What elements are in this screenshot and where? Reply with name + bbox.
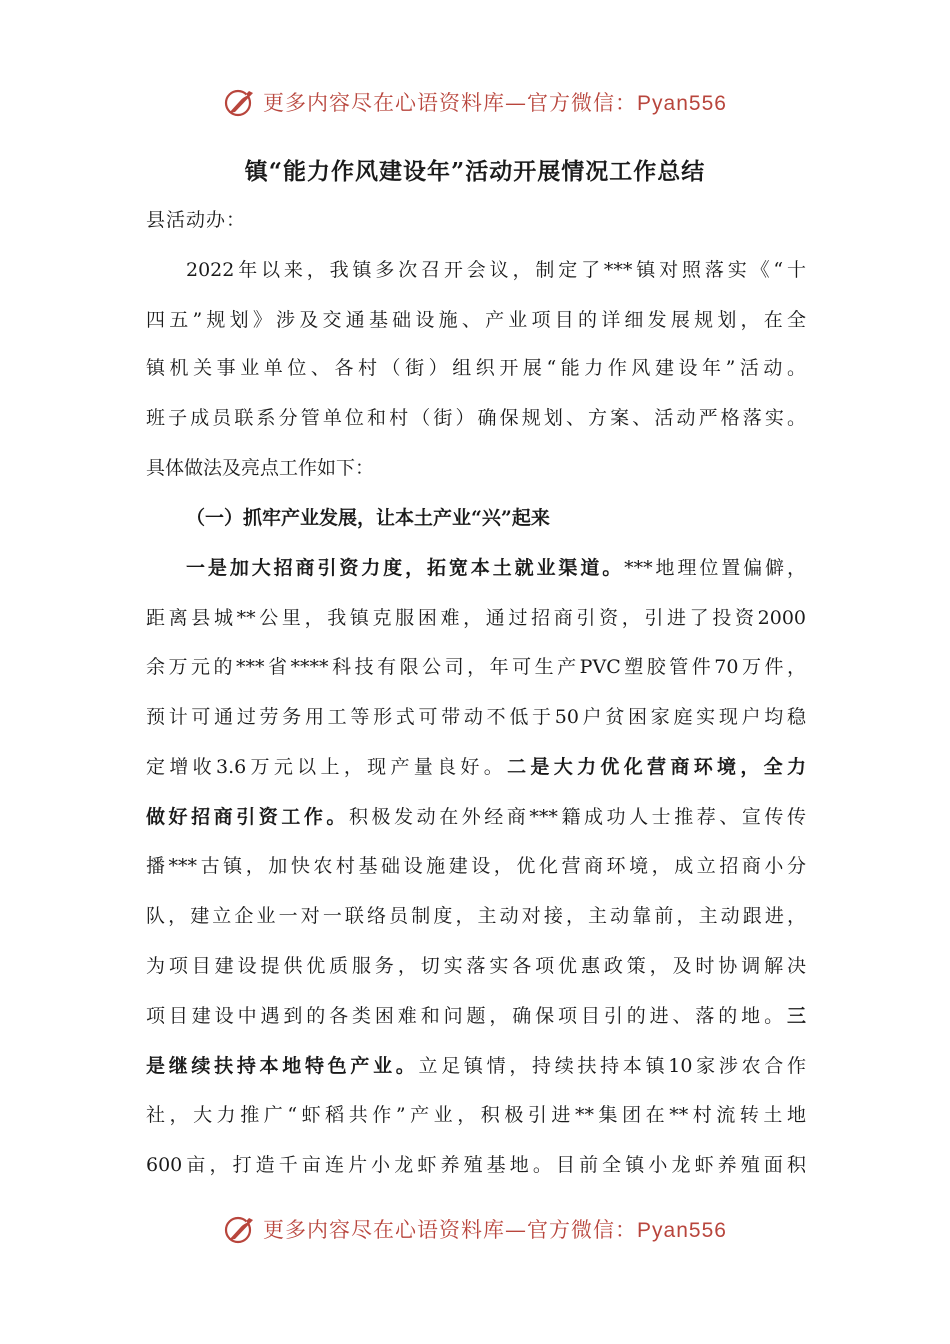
bold-lead: 三 [786,1005,806,1027]
paragraph-line: 600亩，打造千亩连片小龙虾养殖基地。目前全镇小龙虾养殖面积 [146,1154,806,1176]
paragraph-line: 预计可通过劳务用工等形式可带动不低于50户贫困家庭实现户均稳 [146,706,806,728]
bold-lead: 做好招商引资工作。 [146,806,349,828]
paragraph-line: 是继续扶持本地特色产业。立足镇情，持续扶持本镇10家涉农合作 [146,1055,806,1077]
watermark-text: 更多内容尽在心语资料库—官方微信：Pyan556 [263,1218,727,1242]
paragraph-line: 项目建设中遇到的各类困难和问题，确保项目引的进、落的地。三 [146,1005,806,1027]
salutation: 县活动办： [146,209,247,231]
wechat-id: Pyan556 [637,1219,727,1242]
paragraph-line: 班子成员联系分管单位和村（街）确保规划、方案、活动严格落实。 [146,407,806,429]
paragraph-line: 为项目建设提供优质服务，切实落实各项优惠政策，及时协调解决 [146,955,806,977]
quill-logo-icon [223,1212,257,1246]
watermark-banner-bottom [0,1207,950,1251]
paragraph-line: 四五”规划》涉及交通基础设施、产业项目的详细发展规划，在全 [146,309,806,331]
section-heading: （一）抓牢产业发展，让本土产业“兴”起来 [186,507,550,529]
watermark-banner-top [0,80,950,124]
bold-lead: 一是加大招商引资力度，拓宽本土就业渠道。 [186,557,625,579]
watermark-text: 更多内容尽在心语资料库—官方微信：Pyan556 [263,91,727,115]
wechat-id: Pyan556 [637,92,727,115]
paragraph-line: 具体做法及亮点工作如下： [146,457,375,479]
paragraph-line: 一是加大招商引资力度，拓宽本土就业渠道。***地理位置偏僻， [186,557,806,579]
bold-lead: 是继续扶持本地特色产业。 [146,1055,419,1077]
paragraph-line: 距离县城**公里，我镇克服困难，通过招商引资，引进了投资2000 [146,607,806,629]
paragraph-line: 镇机关事业单位、各村（街）组织开展“能力作风建设年”活动。 [146,357,806,379]
quill-logo-icon [223,85,257,119]
paragraph-line: 社，大力推广“虾稻共作”产业，积极引进**集团在**村流转土地 [146,1104,806,1126]
bold-lead: 二是大力优化营商环境，全力 [507,756,806,778]
paragraph-line: 做好招商引资工作。积极发动在外经商***籍成功人士推荐、宣传传 [146,806,806,828]
paragraph-line: 2022年以来，我镇多次召开会议，制定了***镇对照落实《“十 [186,259,806,281]
paragraph-line: 队，建立企业一对一联络员制度，主动对接，主动靠前，主动跟进， [146,905,806,927]
paragraph-line: 余万元的***省****科技有限公司，年可生产PVC塑胶管件70万件， [146,656,806,678]
document-title: 镇“能力作风建设年”活动开展情况工作总结 [244,158,706,185]
paragraph-line: 定增收3.6万元以上，现产量良好。二是大力优化营商环境，全力 [146,756,806,778]
paragraph-line: 播***古镇，加快农村基础设施建设，优化营商环境，成立招商小分 [146,855,806,877]
